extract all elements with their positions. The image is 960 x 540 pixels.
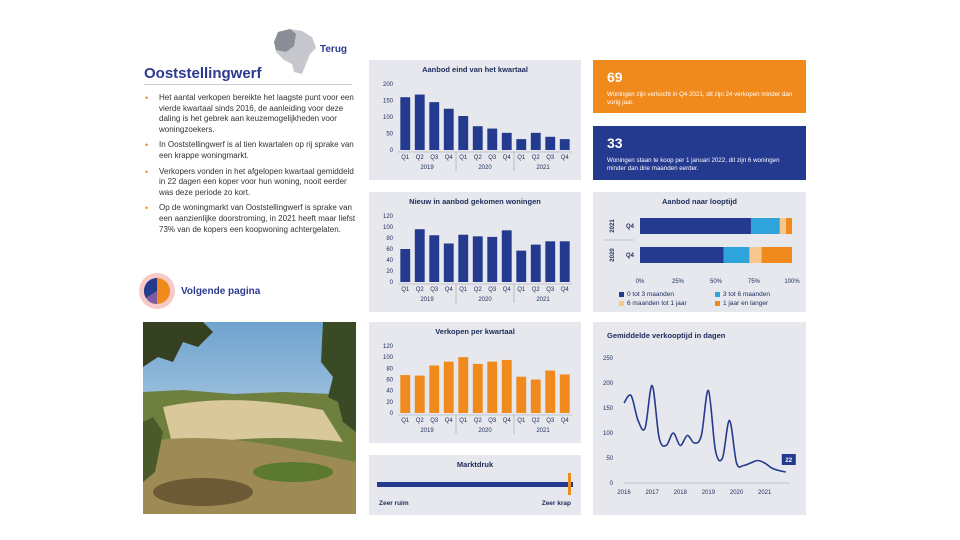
- x-group-label: 2019: [420, 297, 434, 303]
- y-tick-label: 150: [382, 98, 393, 105]
- x-group-label: 2019: [420, 165, 434, 171]
- x-tick-label: Q4: [560, 418, 569, 424]
- y-tick-label: 60: [386, 247, 393, 253]
- category-year-label: 2020: [610, 248, 616, 262]
- x-tick-label: 2021: [757, 490, 772, 496]
- chart-title: Aanbod eind van het kwartaal: [422, 65, 528, 74]
- x-tick-label: Q2: [415, 155, 424, 161]
- x-tick-label: Q3: [546, 418, 555, 424]
- legend-swatch: [715, 301, 720, 306]
- x-tick-label: Q4: [502, 287, 511, 293]
- bar: [502, 230, 512, 282]
- legend-label: 6 maanden tot 1 jaar: [627, 300, 687, 307]
- x-tick-label: Q1: [517, 155, 526, 161]
- bar: [560, 241, 570, 282]
- bar: [429, 235, 439, 282]
- chart-verkooptijd: [593, 322, 806, 515]
- y-tick-label: 100: [382, 225, 393, 231]
- chart-title: Gemiddelde verkooptijd in dagen: [607, 331, 726, 340]
- last-value-label: 22: [785, 458, 793, 464]
- x-tick-label: Q1: [401, 287, 410, 293]
- x-tick-label: Q3: [430, 418, 439, 424]
- y-tick-label: 200: [382, 82, 393, 88]
- stacked-bar-segment: [749, 247, 761, 263]
- x-tick-label: Q1: [401, 418, 410, 424]
- x-tick-label: Q1: [459, 287, 468, 293]
- pie-chart-icon[interactable]: [137, 271, 177, 311]
- chart-title: Nieuw in aanbod gekomen woningen: [409, 197, 541, 206]
- y-tick-label: 0: [389, 148, 393, 154]
- bar: [415, 376, 425, 413]
- page-title: Ooststellingwerf: [144, 65, 262, 82]
- x-tick-label: Q2: [531, 155, 540, 161]
- x-tick-label: Q4: [502, 418, 511, 424]
- chart-verkooptijd-panel: [593, 322, 806, 515]
- y-tick-label: 250: [602, 356, 613, 362]
- y-tick-label: 80: [386, 236, 393, 242]
- x-tick-label: Q1: [401, 155, 410, 161]
- category-quarter-label: Q4: [625, 224, 634, 230]
- chart-title: Aanbod naar looptijd: [662, 197, 737, 206]
- y-tick-label: 40: [386, 258, 393, 264]
- marktdruk-panel: [369, 455, 581, 515]
- x-tick-label: Q4: [444, 418, 453, 424]
- bar: [531, 380, 541, 414]
- kpi-number: 69: [607, 69, 623, 85]
- back-link[interactable]: Terug: [320, 44, 348, 55]
- bar: [444, 109, 454, 150]
- y-tick-label: 150: [602, 406, 613, 412]
- chart-verkopen-panel: [369, 322, 581, 443]
- kpi-number: 33: [607, 135, 623, 151]
- x-tick-label: 2020: [729, 490, 744, 496]
- bar: [473, 364, 483, 413]
- heathland-photo: [143, 322, 356, 514]
- bar: [415, 95, 425, 150]
- x-tick-label: Q4: [560, 287, 569, 293]
- x-tick-label: Q1: [517, 287, 526, 293]
- x-tick-label: Q3: [488, 418, 497, 424]
- x-tick-label: Q3: [546, 155, 555, 161]
- marktdruk-marker: [568, 473, 571, 495]
- x-tick-label: Q4: [444, 155, 453, 161]
- bar: [487, 362, 497, 413]
- bar: [473, 236, 483, 282]
- category-year-label: 2021: [610, 219, 616, 233]
- x-tick-label: 2018: [673, 490, 687, 496]
- chart-nieuw-panel: [369, 192, 581, 312]
- x-tick-label: 50%: [709, 279, 723, 285]
- x-tick-label: Q3: [430, 155, 439, 161]
- bar: [560, 139, 570, 150]
- next-page-link[interactable]: Volgende pagina: [181, 286, 261, 297]
- summary-bullet-list: [144, 93, 356, 240]
- bar: [458, 235, 468, 282]
- legend-label: 1 jaar en langer: [723, 300, 769, 307]
- bar: [429, 102, 439, 150]
- y-tick-label: 100: [382, 355, 393, 362]
- stacked-bar-segment: [786, 218, 792, 234]
- y-tick-label: 120: [382, 214, 393, 220]
- kpi-text: Woningen staan te koop per 1 januari 2022, dit zijn 6 woningen minder dan drie maanden eerder.: [607, 157, 780, 172]
- bar: [531, 245, 541, 282]
- y-tick-label: 120: [382, 344, 393, 350]
- bar: [458, 357, 468, 413]
- x-tick-label: Q2: [473, 155, 482, 161]
- bar: [545, 241, 555, 282]
- x-tick-label: Q1: [517, 418, 526, 424]
- x-tick-label: Q1: [459, 155, 468, 161]
- x-group-label: 2019: [420, 428, 434, 434]
- x-tick-label: 100%: [784, 279, 800, 285]
- legend-swatch: [715, 292, 720, 297]
- bar: [545, 137, 555, 150]
- legend-item: [619, 291, 674, 298]
- y-tick-label: 100: [602, 431, 613, 437]
- y-tick-label: 20: [386, 399, 393, 406]
- chart-aanbod-panel: [369, 60, 581, 180]
- bar: [487, 129, 497, 150]
- kpi-card-te-koop: [593, 126, 806, 180]
- marktdruk-scale-bar: [377, 482, 573, 487]
- bullet-item: • Verkopers vonden in het afgelopen kwartaal gemiddeld in 22 dagen een koper voor hun woning, nooit eerder was deze periode zo kort.: [144, 167, 356, 199]
- bar: [458, 116, 468, 150]
- bar: [415, 229, 425, 282]
- bullet-item: • In Ooststellingwerf is al tien kwartalen op rij sprake van een krappe woningmarkt.: [144, 140, 356, 161]
- stacked-bar-segment: [751, 218, 780, 234]
- x-tick-label: Q2: [531, 287, 540, 293]
- y-tick-label: 0: [389, 411, 393, 417]
- y-tick-label: 0: [389, 280, 393, 286]
- x-tick-label: 2017: [645, 490, 659, 496]
- bar: [502, 133, 512, 150]
- y-tick-label: 20: [386, 269, 393, 275]
- x-tick-label: 25%: [671, 279, 685, 285]
- stacked-bar-segment: [724, 247, 750, 263]
- title-divider: [144, 84, 352, 85]
- x-tick-label: Q3: [488, 287, 497, 293]
- chart-nieuw: [369, 192, 581, 312]
- bar: [516, 139, 526, 150]
- x-tick-label: Q3: [488, 155, 497, 161]
- x-tick-label: 2016: [617, 490, 631, 496]
- bullet-item: • Het aantal verkopen bereikte het laagste punt voor een vierde kwartaal sinds 2016, de aanleiding voor deze daling is het gebrek aan keuzemogelijkheden voor woningzoekers.: [144, 93, 356, 135]
- bar: [400, 97, 410, 150]
- bar: [444, 362, 454, 413]
- stacked-bar-segment: [780, 218, 786, 234]
- region-map-icon[interactable]: [272, 28, 318, 76]
- bar: [560, 374, 570, 413]
- y-tick-label: 40: [386, 388, 393, 395]
- chart-verkopen: [369, 322, 581, 443]
- stacked-bar-segment: [640, 218, 751, 234]
- stacked-bar-segment: [640, 247, 724, 263]
- y-tick-label: 0: [609, 481, 613, 487]
- x-tick-label: Q4: [444, 287, 453, 293]
- series-line: [624, 385, 786, 472]
- x-group-label: 2020: [478, 165, 492, 171]
- x-group-label: 2020: [478, 297, 492, 303]
- legend-label: 3 tot 6 maanden: [723, 291, 770, 298]
- legend-item: [715, 291, 770, 298]
- legend-label: 0 tot 3 maanden: [627, 291, 674, 298]
- chart-looptijd-panel: [593, 192, 806, 312]
- bar: [531, 133, 541, 150]
- legend-item: [619, 300, 687, 307]
- legend-item: [715, 300, 768, 307]
- kpi-text: Woningen zijn verkocht in Q4 2021, dit zijn 24 verkopen minder dan vorig jaar.: [607, 91, 793, 106]
- x-tick-label: Q1: [459, 418, 468, 424]
- chart-title: Verkopen per kwartaal: [435, 327, 515, 336]
- bar: [400, 249, 410, 282]
- y-tick-label: 50: [386, 131, 393, 138]
- x-tick-label: 0%: [635, 279, 645, 285]
- x-tick-label: Q4: [560, 155, 569, 161]
- x-tick-label: Q2: [531, 418, 540, 424]
- y-tick-label: 60: [386, 377, 393, 384]
- bar: [444, 244, 454, 283]
- marktdruk-right-label: Zeer krap: [541, 500, 571, 507]
- legend-swatch: [619, 292, 624, 297]
- x-tick-label: Q3: [546, 287, 555, 293]
- x-group-label: 2021: [536, 297, 550, 303]
- bar: [516, 251, 526, 282]
- y-tick-label: 100: [382, 115, 393, 121]
- marktdruk-title: Marktdruk: [456, 460, 494, 469]
- x-tick-label: Q2: [473, 287, 482, 293]
- x-group-label: 2020: [478, 428, 492, 434]
- x-tick-label: 2019: [701, 490, 716, 496]
- x-group-label: 2021: [536, 165, 550, 171]
- category-quarter-label: Q4: [625, 253, 634, 259]
- x-tick-label: Q3: [430, 287, 439, 293]
- bar: [429, 366, 439, 413]
- marktdruk-left-label: Zeer ruim: [379, 500, 409, 507]
- bar: [516, 377, 526, 413]
- y-tick-label: 80: [386, 366, 393, 373]
- x-tick-label: 75%: [747, 279, 761, 285]
- bar: [545, 371, 555, 413]
- chart-aanbod: [369, 60, 581, 180]
- bullet-item: • Op de woningmarkt van Ooststellingwerf is sprake van een aanzienlijke doorstroming, in 2021 heeft maar liefst 73% van de kopers een koopwoning achtergelaten.: [144, 203, 356, 235]
- y-tick-label: 50: [606, 456, 613, 462]
- x-group-label: 2021: [536, 428, 550, 434]
- x-tick-label: Q2: [415, 287, 424, 293]
- bar: [473, 126, 483, 150]
- x-tick-label: Q2: [473, 418, 482, 424]
- stacked-bar-segment: [762, 247, 792, 263]
- kpi-card-verkocht: [593, 60, 806, 113]
- bar: [502, 360, 512, 413]
- x-tick-label: Q4: [502, 155, 511, 161]
- y-tick-label: 200: [602, 381, 613, 387]
- x-tick-label: Q2: [415, 418, 424, 424]
- bar: [487, 237, 497, 282]
- bar: [400, 375, 410, 413]
- legend-swatch: [619, 301, 624, 306]
